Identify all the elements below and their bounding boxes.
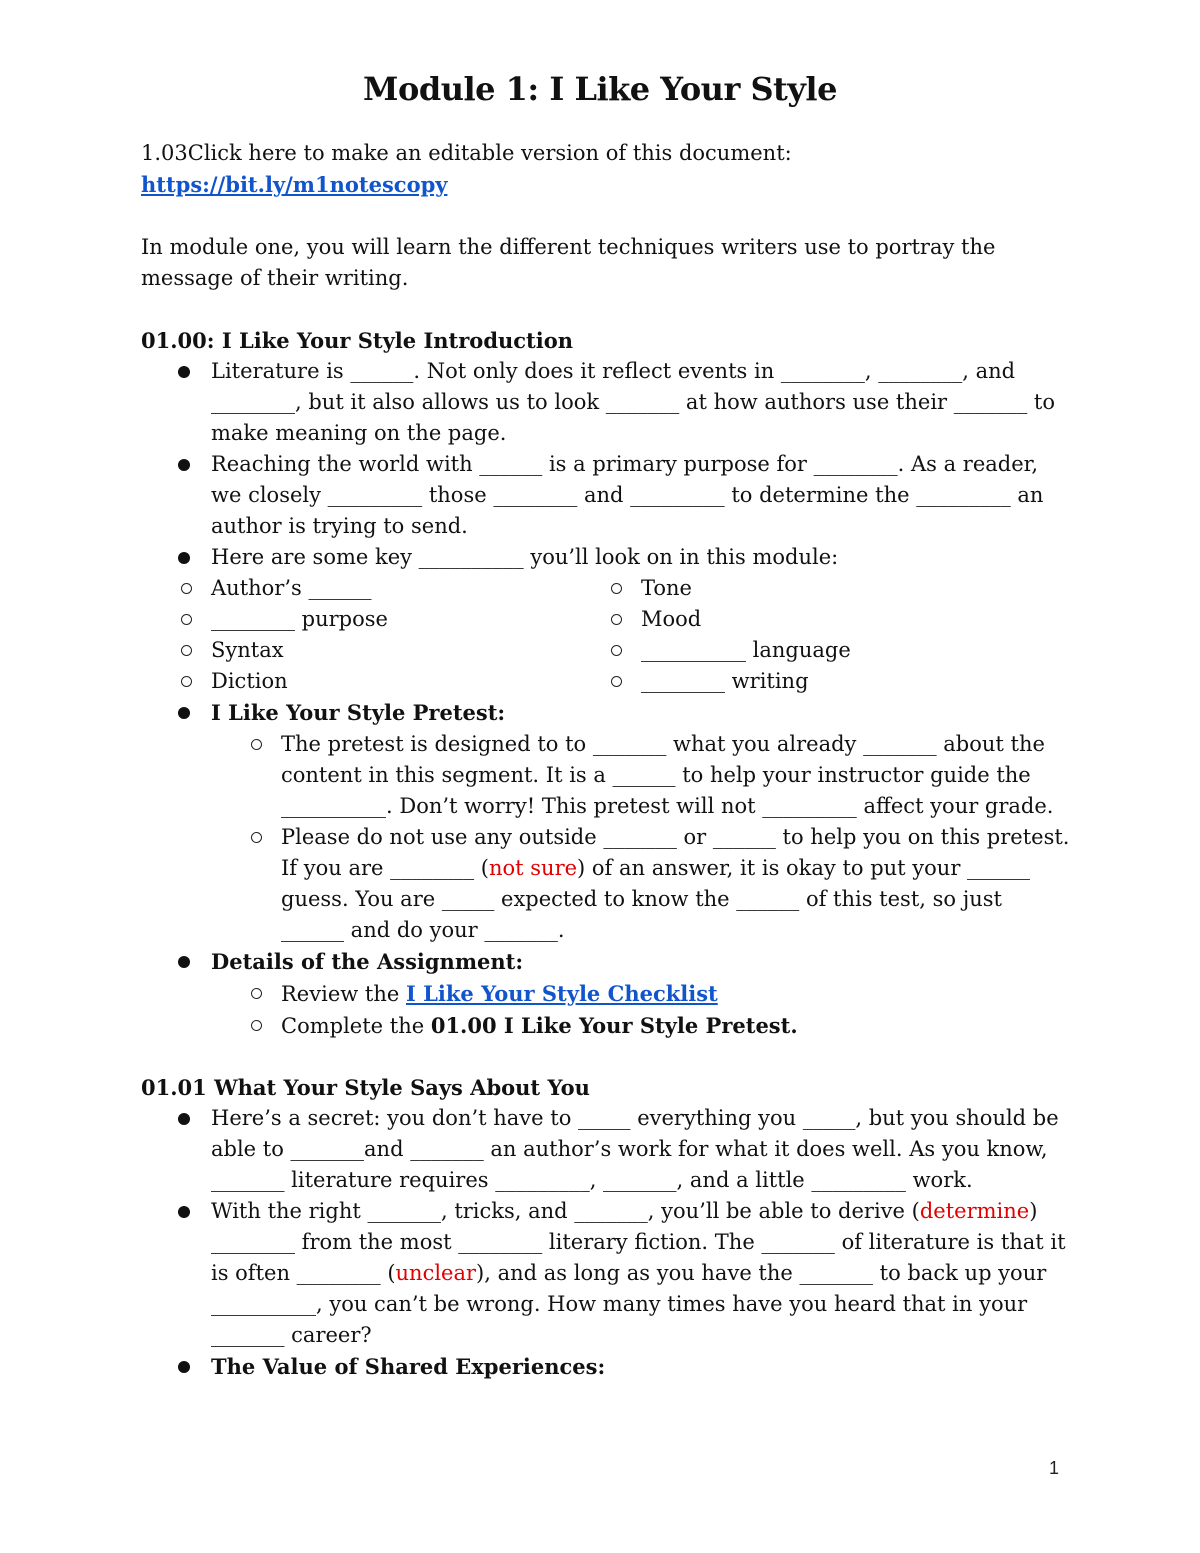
module-summary: In module one, you will learn the different techniques writers use to portray the message of their writing.	[141, 235, 996, 290]
details-heading: Details of the Assignment:	[211, 949, 524, 974]
key-elements-columns	[141, 573, 1071, 697]
note-unclear: unclear	[395, 1261, 477, 1285]
list-item: __________ language	[641, 635, 1071, 666]
list-item: Review the I Like Your Style Checklist	[281, 978, 1071, 1010]
pretest-name: 01.00 I Like Your Style Pretest.	[430, 1013, 798, 1038]
key-elements-left	[211, 573, 641, 697]
list-item	[211, 542, 1071, 573]
list-item	[211, 697, 1071, 946]
section-heading-0100: 01.00: I Like Your Style Introduction	[141, 328, 574, 353]
list-item: With the right _______, tricks, and _______, you’ll be able to derive (determine) ________ from the most ________ literary fiction. The _______ of literature is that it is often ________ (unclear), and as long as you have the _______ to back up your __________, you can’t be wrong. How many times have you heard that in your _______ career?	[211, 1196, 1071, 1351]
editable-note: 1.03Click here to make an editable version of this document:	[141, 141, 792, 165]
list-item: Author’s ______	[211, 573, 641, 604]
note-determine: determine	[919, 1199, 1030, 1223]
list-item	[211, 946, 1071, 1042]
list-item: Literature is ______. Not only does it reflect events in ________, ________, and ________, but it also allows us to look _______ at how authors use their _______ to make meaning on the page.	[211, 356, 1071, 449]
list-item	[211, 1351, 1071, 1383]
section-heading-0101: 01.01 What Your Style Says About You	[141, 1075, 590, 1100]
list-item: Here’s a secret: you don’t have to _____ everything you _____, but you should be able to _______and _______ an author’s work for what it does well. As you know, _______ literature requires _________, _______, and a little _________ work.	[211, 1103, 1071, 1196]
list-item: The pretest is designed to to _______ what you already _______ about the content in this segment. It is a ______ to help your instructor guide the __________. Don’t worry! This pretest will not _________ affect your grade.	[281, 729, 1071, 822]
shared-experiences-heading: The Value of Shared Experiences:	[211, 1354, 606, 1379]
note-not-sure: not sure	[488, 856, 578, 880]
section-0100-list	[141, 356, 1071, 573]
editable-copy-link[interactable]: https://bit.ly/m1notescopy	[141, 172, 448, 197]
list-item: ________ purpose	[211, 604, 641, 635]
list-item: Diction	[211, 666, 641, 697]
page-number: 1	[1048, 1458, 1059, 1478]
list-item: Mood	[641, 604, 1071, 635]
list-item: Complete the 01.00 I Like Your Style Pretest.	[281, 1010, 1071, 1042]
pretest-heading: I Like Your Style Pretest:	[211, 700, 506, 725]
pretest-list	[141, 697, 1071, 1042]
key-elements-intro: Here are some key __________ you’ll look on in this module:	[211, 545, 839, 569]
list-item: Tone	[641, 573, 1071, 604]
key-elements-right	[641, 573, 1071, 697]
section-0101-list	[141, 1103, 1071, 1383]
list-item: Please do not use any outside _______ or ______ to help you on this pretest. If you are ________ (not sure) of an answer, it is okay to put your ______ guess. You are _____ expected to know the ______ of this test, so just ______ and do your _______.	[281, 822, 1071, 946]
document-body	[141, 138, 1071, 1383]
checklist-link[interactable]: I Like Your Style Checklist	[405, 981, 718, 1006]
list-item: Reaching the world with ______ is a primary purpose for ________. As a reader, we closely _________ those ________ and _________ to determine the _________ an author is trying to send.	[211, 449, 1071, 542]
page-title: Module 1: I Like Your Style	[363, 70, 837, 108]
list-item: Syntax	[211, 635, 641, 666]
list-item: ________ writing	[641, 666, 1071, 697]
